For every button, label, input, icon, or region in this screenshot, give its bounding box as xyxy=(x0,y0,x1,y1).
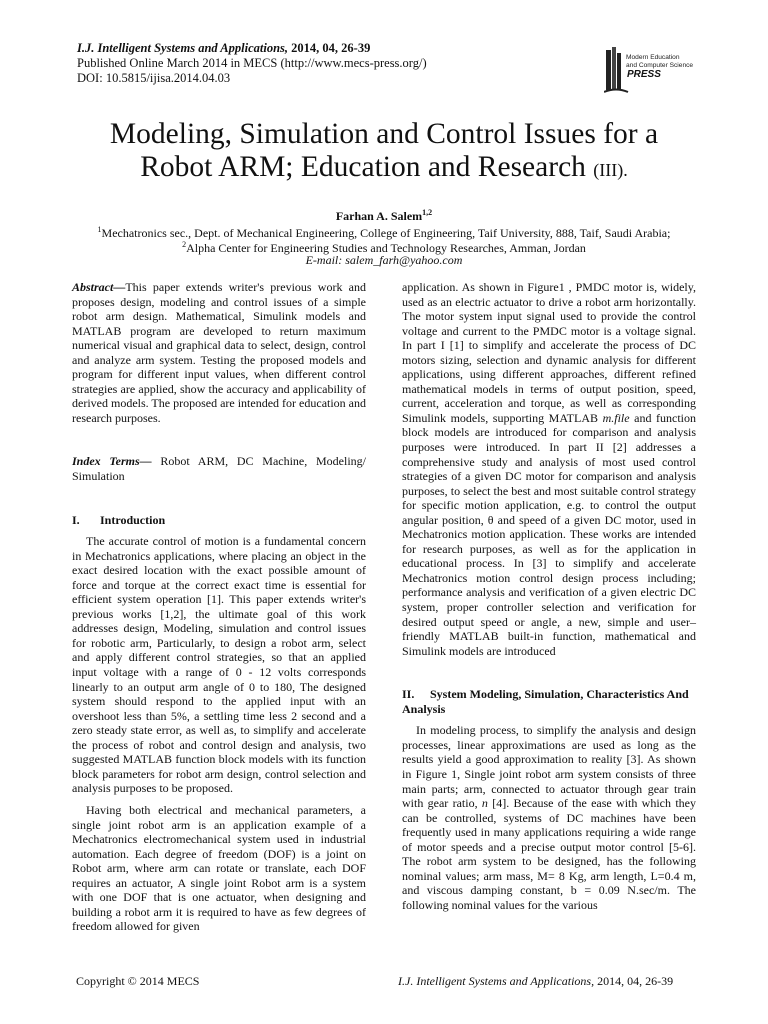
footer-copyright: Copyright © 2014 MECS xyxy=(76,974,200,988)
title-line-2: Robot ARM; Education and Research (III). xyxy=(140,151,628,183)
author-name: Farhan A. Salem$^{1,2}$ xyxy=(335,208,433,223)
journal-citation xyxy=(77,41,427,56)
left-column xyxy=(72,280,366,934)
abstract xyxy=(72,280,366,425)
index-terms-text: Robot ARM, DC Machine, Modeling/ Simulation xyxy=(72,454,366,484)
index-terms-label: Index Terms— xyxy=(72,454,152,469)
logo-press: PRESS xyxy=(627,69,661,80)
affiliation-1: $^1$Mechatronics sec., Dept. of Mechanical Engineering, College of Engineering, Taif University, 888, Taif, Saudi Arabia; xyxy=(97,225,671,240)
title-line-1: Modeling, Simulation and Control Issues for a xyxy=(109,118,659,150)
section-2-paragraph-1: In modeling process, to simplify the analysis and design processes, linear approximations are used as long as the results yield a good approximation to reality [3]. As shown in Figure 1, Single joint robot arm system consists of three main parts; arm, connected to actuator through gear train with gear ratio, n [4]. Because of the ease with which they can be controlled, systems of DC machines have been frequently used in many applications requiring a wide range of motor speeds and a precise output motor control [5-6]. The robot arm system to be designed, has the following nominal values; arm mass, M= 8 Kg, arm length, L=0.4 m, and viscous damping constant, b = 0.09 N.sec/m. The following nominal values for the various xyxy=(402,723,696,912)
right-column xyxy=(402,280,696,912)
section-1-paragraph-1: The accurate control of motion is a fundamental concern in Mechatronics applications, where placing an object in the exact desired location with the exact possible amount of force and torque at the correct exact time is essential for efficient system operation [1]. This paper extends writer's previous works [1,2], the ultimate goal of this work addresses design, Modeling, simulation and control issues for robotic arm, Particularly, to design a robot arm, select and apply different control strategies, so that an applied input voltage with a range of 0 - 12 volts corresponds linearly to an output arm angle of 0 to 180, The designed system should respond to the applied input with an overshoot less than 5%, a settling time less 2 second and a zero steady state error, as well as, to simplify and accelerate the process of robot and control design and analysis, two suggested MATLAB function block models with its function block parameters for robot arm design, control selection and analysis purposes to be proposed. xyxy=(72,534,366,796)
footer-journal: I.J. Intelligent Systems and Applications, 2014, 04, 26-39 xyxy=(398,974,674,988)
journal-info xyxy=(77,41,427,86)
author-email: E-mail: salem_farh@yahoo.com xyxy=(305,253,463,267)
title-volume: (III). xyxy=(593,160,628,180)
abstract-label: Abstract— xyxy=(72,280,126,294)
affiliation-2: $^2$Alpha Center for Engineering Studies and Technology Researches, Amman, Jordan xyxy=(182,240,586,255)
mecs-press-logo xyxy=(604,44,704,96)
section-2-heading: II. System Modeling, Simulation, Characteristics And Analysis xyxy=(402,687,689,716)
intro-continued-paragraph: application. As shown in Figure1 , PMDC motor is, widely, used as an electric actuator to drive a robot arm horizontally. The motor system input signal used to provide the control voltage and current to the PMDC motor is a voltage signal. In part I [1] to simplify and accelerate the process of DC motors sizing, selection and dynamic analysis for different applications, using different approaches, different refined mathematical models in terms of output position, speed, current, acceleration and torque, as well as corresponding Simulink models, supporting MATLAB m.file and function block models are introduced for comparison and analysis purposes were introduced. In part II [2] addresses a comprehensive study and analysis of most used control strategies of a given DC motor for comparison and analysis purposes, to select the best and most suitable control strategy for specific motion application, e.g. to control the output angular position, θ and speed of a given DC motor, used in Mechatronics motion application. These works are intended for research purposes, as well as for the application in educational process. In [3] to simplify and accelerate Mechatronics motion control design process including; performance analysis and verification of a given electric DC system, proper controller selection and verification for desired output speed or angle, a new, simple and user–friendly MATLAB built-in function, mathematical and Simulink models are introduced xyxy=(402,280,696,658)
doi-line: DOI: 10.5815/ijisa.2014.04.03 xyxy=(77,71,231,85)
section-1-heading: I. Introduction xyxy=(72,512,166,527)
index-terms xyxy=(72,454,366,483)
abstract-text: This paper extends writer's previous work and proposes design, modeling and control issues of a simple robot arm design. Mathematical, Simulink models and MATLAB program are developed to return maximum numerical visual and graphical data to select, design, control and analyze arm system. Testing the proposed models and program for different input values, when different control strategies are applied, show the accuracy and applicability of derived models. The proposed are intended for education and research purposes. xyxy=(72,280,367,425)
journal-title: I.J. Intelligent Systems and Applications, xyxy=(77,41,289,55)
paper-title xyxy=(40,118,728,187)
logo-text: Modern Education and Computer Science xyxy=(626,54,694,69)
published-line: Published Online March 2014 in MECS (http://www.mecs-press.org/) xyxy=(77,56,427,70)
section-1-paragraph-2: Having both electrical and mechanical parameters, a single joint robot arm is an application example of a Mechatronics electromechanical system used in industrial automation. Each degree of freedom (DOF) is a joint on Robot arm, where arm can rotate or translate, each DOF requires an actuator, A single joint Robot arm is a system with one DOF that is one actuator, when designing and building a robot arm it is required to have as few degrees of freedom allowed for given xyxy=(72,802,366,934)
journal-issue: 2014, 04, 26-39 xyxy=(288,41,371,55)
